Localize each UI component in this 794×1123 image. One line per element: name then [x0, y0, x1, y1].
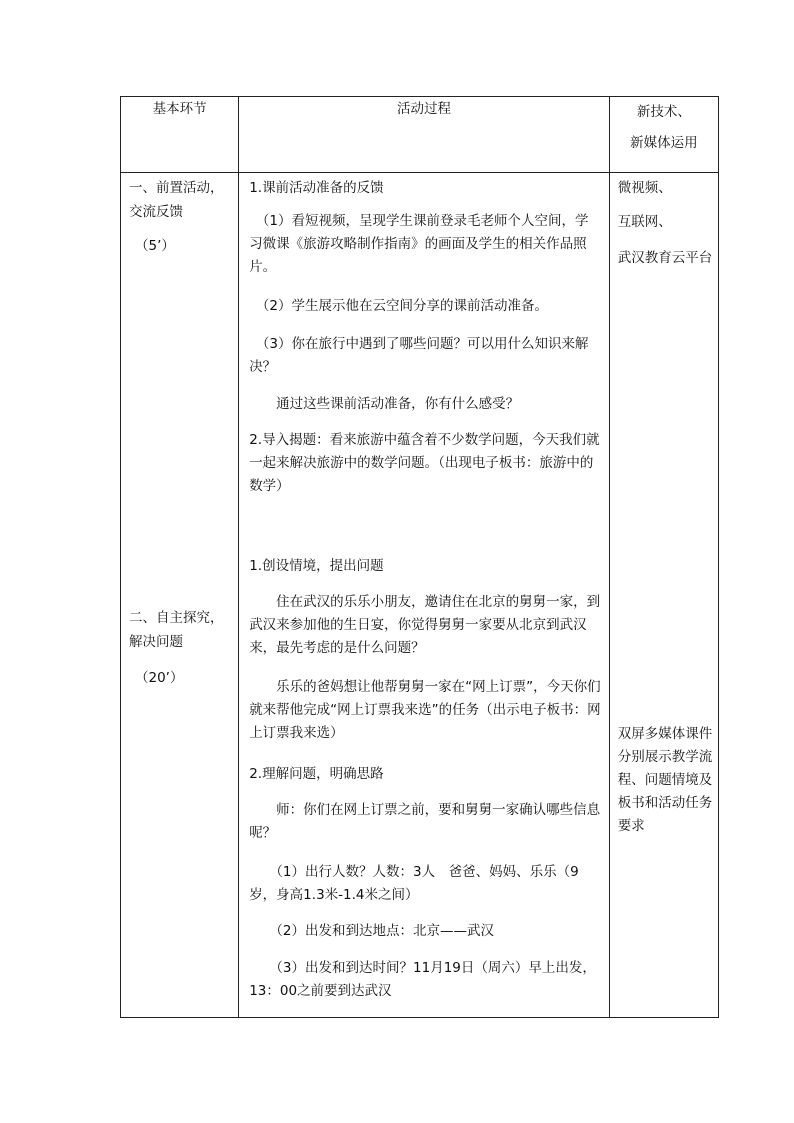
- tech-micro-video: 微视频、: [617, 180, 672, 196]
- header-new-tech: [609, 97, 718, 173]
- content-row: [121, 173, 719, 1018]
- activity-scenario-text: 住在武汉的乐乐小朋友，邀请住在北京的舅舅一家，到武汉来参加他的生日宴，你觉得舅舅一家要从北京到武汉来，最先考虑的是什么问题？: [249, 594, 601, 656]
- activity-info-places: （2）出发和到达地点：北京——武汉: [249, 923, 495, 939]
- header-basic-stage: 基本环节: [121, 97, 239, 173]
- header-new-tech-line1: 新技术、: [636, 104, 691, 120]
- activity-understand-heading: 2.理解问题，明确思路: [249, 766, 384, 782]
- stage2-title-line2: 解决问题: [129, 634, 183, 650]
- header-row: [121, 97, 719, 173]
- activity-feedback-item1: （1）看短视频，呈现学生课前登录毛老师个人空间，学习微课《旅游攻略制作指南》的画面及学生的相关作品照片。: [249, 213, 589, 275]
- activity-feedback-item3: （3）你在旅行中遇到了哪些问题？可以用什么知识来解决？: [249, 336, 589, 375]
- header-new-tech-line2: 新媒体运用: [630, 135, 698, 151]
- stage1-time: （5’）: [135, 238, 175, 254]
- activity-online-ticket-text: 乐乐的爸妈想让他帮舅舅一家在“网上订票”，今天你们就来帮他完成“网上订票我来选”的任务（出示电子板书：网上订票我来选）: [249, 679, 601, 741]
- stage1-title-line2: 交流反馈: [129, 204, 183, 220]
- tech-cloud-platform: 武汉教育云平台: [617, 250, 713, 266]
- header-activity-process: 活动过程: [239, 97, 610, 173]
- tech-internet: 互联网、: [617, 214, 672, 230]
- activity-column: [239, 173, 610, 1018]
- lesson-plan-table: [120, 96, 719, 1018]
- activity-scenario-heading: 1.创设情境，提出问题: [249, 558, 384, 574]
- activity-topic-intro: 2.导入揭题：看来旅游中蕴含着不少数学问题，今天我们就一起来解决旅游中的数学问题。（出现电子板书：旅游中的数学）: [249, 432, 600, 494]
- stage2-title-line1: 二、自主探究，: [129, 610, 224, 626]
- activity-info-travelers: （1）出行人数？人数：3人 爸爸、妈妈、乐乐（9岁，身高1.3米-1.4米之间）: [249, 864, 579, 903]
- stage1-title-line1: 一、前置活动，: [129, 180, 224, 196]
- activity-feedback-heading: 1.课前活动准备的反馈: [249, 180, 384, 196]
- activity-feedback-feeling: 通过这些课前活动准备，你有什么感受？: [249, 396, 520, 412]
- activity-teacher-question: 师：你们在网上订票之前，要和舅舅一家确认哪些信息呢？: [249, 802, 601, 841]
- activity-info-time: （3）出发和到达时间？11月19日（周六）早上出发，13：00之前要到达武汉: [249, 960, 596, 999]
- tech-dual-screen: 双屏多媒体课件分别展示教学流程、问题情境及板书和活动任务要求: [617, 726, 713, 834]
- tech-column: [609, 173, 718, 1018]
- stage-column: [121, 173, 239, 1018]
- activity-feedback-item2: （2）学生展示他在云空间分享的课前活动准备。: [249, 298, 549, 314]
- stage2-time: （20’）: [135, 670, 184, 686]
